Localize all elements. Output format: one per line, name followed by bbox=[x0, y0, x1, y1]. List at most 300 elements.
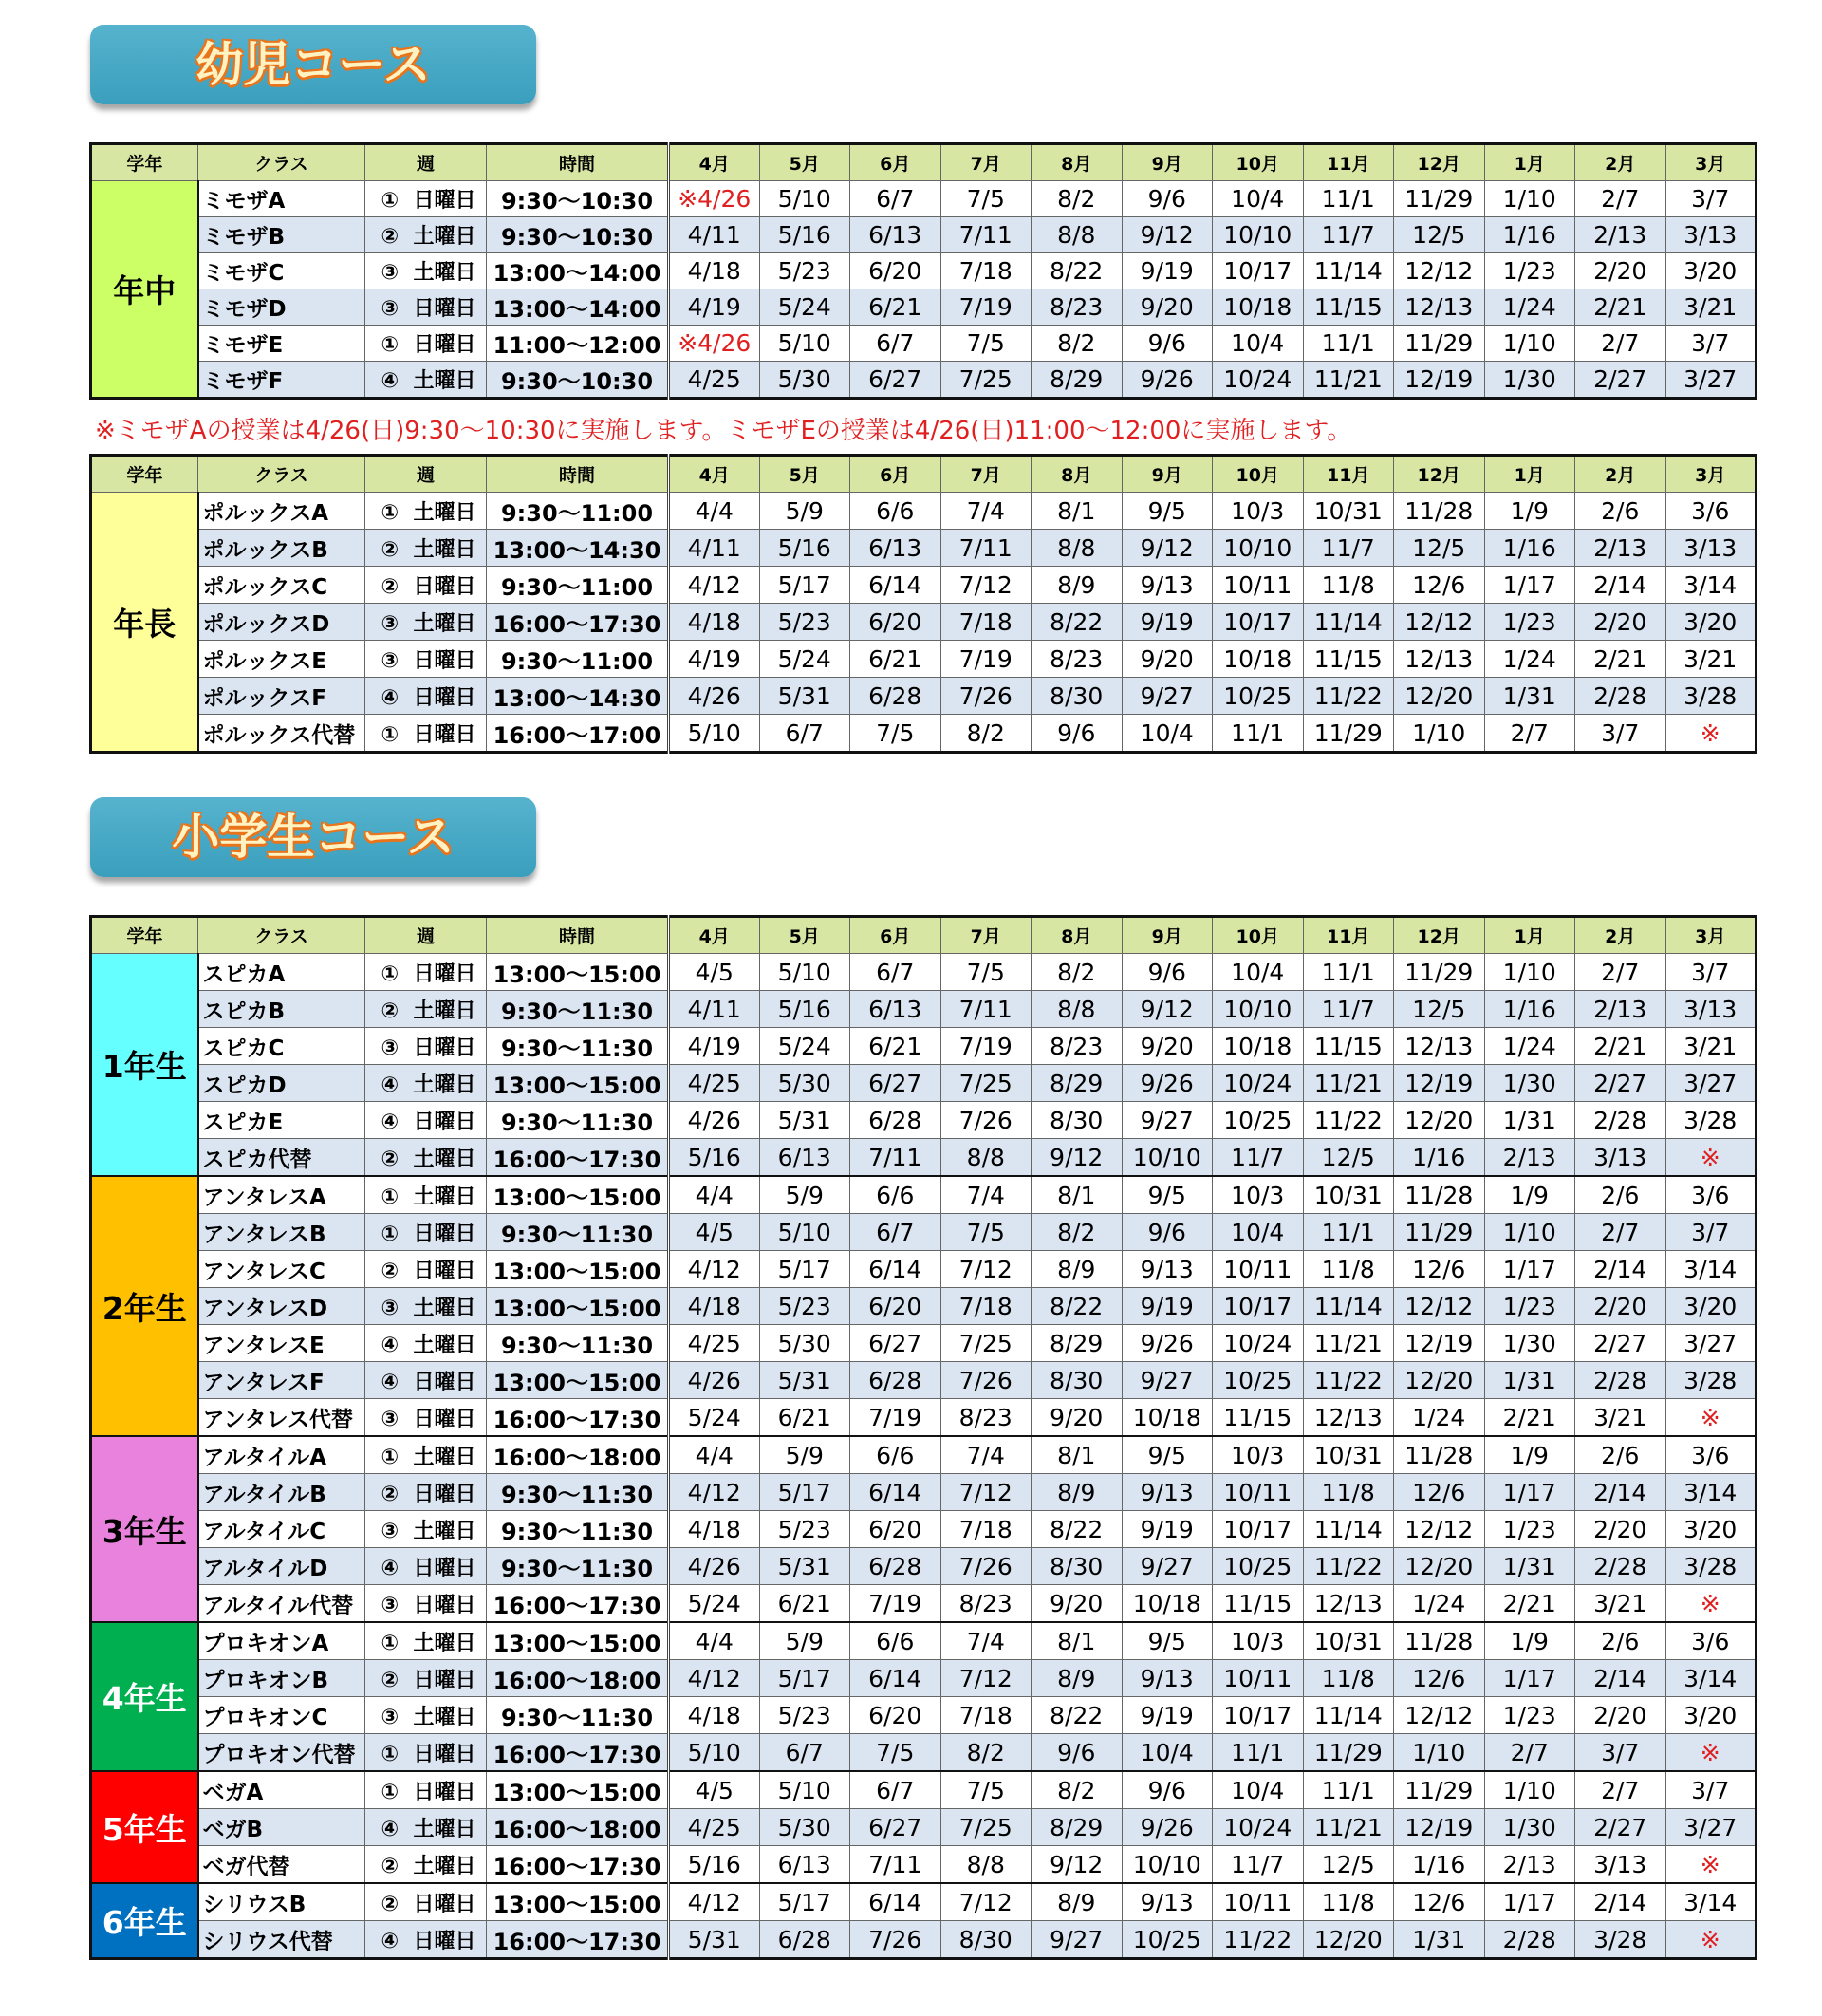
date-cell: 5/31 bbox=[759, 1548, 850, 1585]
date-cell: 2/20 bbox=[1575, 604, 1666, 641]
time-cell: 16:00～17:30 bbox=[487, 1139, 669, 1177]
date-cell: 1/10 bbox=[1484, 181, 1575, 217]
week-number: ③ bbox=[381, 1519, 400, 1543]
header-month: 10月 bbox=[1213, 917, 1304, 954]
date-cell: 1/17 bbox=[1484, 567, 1575, 604]
class-name-cell: アンタレスE bbox=[198, 1325, 365, 1362]
weekday-label: 日曜日 bbox=[413, 1110, 476, 1134]
date-cell: 12/6 bbox=[1394, 1883, 1485, 1921]
date-cell: 1/10 bbox=[1484, 1771, 1575, 1809]
time-cell: 16:00～18:00 bbox=[487, 1660, 669, 1697]
weekday-label: 土曜日 bbox=[413, 225, 476, 249]
date-cell: 2/21 bbox=[1575, 1028, 1666, 1065]
date-cell: 7/11 bbox=[940, 530, 1032, 567]
weekday-label: 日曜日 bbox=[413, 333, 476, 357]
week-number: ② bbox=[381, 1892, 400, 1916]
date-cell: 12/12 bbox=[1394, 1511, 1485, 1548]
week-number: ② bbox=[381, 1668, 400, 1692]
date-cell: 8/2 bbox=[1032, 326, 1123, 362]
date-cell: 7/11 bbox=[940, 991, 1032, 1028]
date-cell: 1/17 bbox=[1484, 1474, 1575, 1511]
week-day-cell bbox=[365, 991, 487, 1028]
date-cell: 6/28 bbox=[759, 1921, 850, 1959]
date-cell: 7/11 bbox=[940, 217, 1032, 253]
header-month: 7月 bbox=[940, 144, 1032, 181]
week-number: ④ bbox=[381, 1929, 400, 1953]
week-day-cell bbox=[365, 604, 487, 641]
date-cell: 8/1 bbox=[1032, 1622, 1123, 1660]
table-row bbox=[91, 362, 1757, 399]
date-cell: 6/21 bbox=[850, 289, 941, 326]
table-row bbox=[91, 326, 1757, 362]
date-cell: 11/21 bbox=[1303, 1809, 1394, 1846]
date-cell: 4/18 bbox=[669, 253, 760, 289]
date-cell: 4/5 bbox=[669, 1214, 760, 1251]
date-cell: 7/25 bbox=[940, 362, 1032, 399]
date-cell: ※ bbox=[1665, 1846, 1757, 1884]
week-number: ③ bbox=[381, 648, 400, 673]
date-cell: 7/26 bbox=[940, 1362, 1032, 1399]
table-row bbox=[91, 1251, 1757, 1288]
date-cell: 5/10 bbox=[759, 1214, 850, 1251]
date-cell: 7/19 bbox=[850, 1585, 941, 1623]
date-cell: 2/7 bbox=[1575, 1771, 1666, 1809]
week-day-cell bbox=[365, 1139, 487, 1177]
date-cell: 10/3 bbox=[1213, 1622, 1304, 1660]
date-cell: 8/9 bbox=[1032, 1251, 1123, 1288]
time-cell: 13:00～15:00 bbox=[487, 1065, 669, 1102]
date-cell: 4/26 bbox=[669, 1362, 760, 1399]
date-cell: 3/28 bbox=[1665, 1102, 1757, 1139]
date-cell: 1/23 bbox=[1484, 1697, 1575, 1734]
date-cell: 7/25 bbox=[940, 1809, 1032, 1846]
week-number: ① bbox=[381, 1631, 400, 1655]
week-number: ③ bbox=[381, 297, 400, 321]
date-cell: 11/28 bbox=[1394, 493, 1485, 530]
date-cell: 6/7 bbox=[850, 326, 941, 362]
date-cell: 1/31 bbox=[1484, 1102, 1575, 1139]
date-cell: 1/23 bbox=[1484, 1288, 1575, 1325]
class-name-cell: アンタレスB bbox=[198, 1214, 365, 1251]
table-row bbox=[91, 991, 1757, 1028]
date-cell: 9/19 bbox=[1122, 1288, 1213, 1325]
date-cell: 12/20 bbox=[1394, 1362, 1485, 1399]
date-cell: 10/4 bbox=[1122, 1734, 1213, 1772]
week-number: ④ bbox=[381, 1556, 400, 1580]
date-cell: 7/18 bbox=[940, 1511, 1032, 1548]
date-cell: 3/7 bbox=[1665, 326, 1757, 362]
week-day-cell bbox=[365, 1771, 487, 1809]
date-cell: 10/17 bbox=[1213, 1288, 1304, 1325]
date-cell: 10/4 bbox=[1213, 1214, 1304, 1251]
header-month: 5月 bbox=[759, 144, 850, 181]
table-row bbox=[91, 493, 1757, 530]
date-cell: 7/4 bbox=[940, 493, 1032, 530]
date-cell: 2/14 bbox=[1575, 567, 1666, 604]
week-number: ① bbox=[381, 961, 400, 986]
date-cell: 4/18 bbox=[669, 1511, 760, 1548]
date-cell: 1/24 bbox=[1484, 289, 1575, 326]
week-day-cell bbox=[365, 362, 487, 399]
weekday-label: 土曜日 bbox=[413, 500, 476, 525]
date-cell: 5/30 bbox=[759, 1065, 850, 1102]
date-cell: 5/10 bbox=[759, 954, 850, 991]
class-name-cell: アンタレスA bbox=[198, 1176, 365, 1214]
date-cell: 10/4 bbox=[1213, 1771, 1304, 1809]
date-cell: 7/19 bbox=[940, 1028, 1032, 1065]
week-day-cell bbox=[365, 567, 487, 604]
date-cell: 4/12 bbox=[669, 1883, 760, 1921]
date-cell: 6/13 bbox=[850, 991, 941, 1028]
date-cell: 8/8 bbox=[1032, 217, 1123, 253]
date-cell: 10/4 bbox=[1213, 954, 1304, 991]
date-cell: 11/28 bbox=[1394, 1436, 1485, 1474]
date-cell: 5/16 bbox=[759, 991, 850, 1028]
date-cell: 4/5 bbox=[669, 954, 760, 991]
date-cell: 8/23 bbox=[1032, 289, 1123, 326]
kindergarten-course-banner: 幼児コース bbox=[90, 25, 536, 104]
date-cell: 11/29 bbox=[1394, 1214, 1485, 1251]
class-name-cell: プロキオン代替 bbox=[198, 1734, 365, 1772]
date-cell: 11/14 bbox=[1303, 604, 1394, 641]
week-number: ② bbox=[381, 999, 400, 1023]
table-row bbox=[91, 1028, 1757, 1065]
date-cell: 4/19 bbox=[669, 1028, 760, 1065]
date-cell: 1/24 bbox=[1484, 641, 1575, 678]
week-day-cell bbox=[365, 641, 487, 678]
date-cell: 2/7 bbox=[1484, 1734, 1575, 1772]
week-day-cell bbox=[365, 1102, 487, 1139]
date-cell: 6/6 bbox=[850, 1436, 941, 1474]
date-cell: 2/28 bbox=[1484, 1921, 1575, 1959]
date-cell: 11/29 bbox=[1394, 954, 1485, 991]
header-month: 12月 bbox=[1394, 456, 1485, 493]
date-cell: 11/15 bbox=[1303, 641, 1394, 678]
week-number: ② bbox=[381, 1482, 400, 1506]
date-cell: 2/28 bbox=[1575, 1548, 1666, 1585]
date-cell: 2/6 bbox=[1575, 1622, 1666, 1660]
time-cell: 13:00～15:00 bbox=[487, 1176, 669, 1214]
date-cell: 7/19 bbox=[850, 1399, 941, 1437]
date-cell: 9/12 bbox=[1032, 1846, 1123, 1884]
weekday-label: 土曜日 bbox=[413, 1333, 476, 1357]
weekday-label: 土曜日 bbox=[413, 1854, 476, 1878]
date-cell: 4/18 bbox=[669, 1288, 760, 1325]
time-cell: 9:30～11:30 bbox=[487, 1028, 669, 1065]
date-cell: 11/22 bbox=[1303, 1362, 1394, 1399]
date-cell: 11/8 bbox=[1303, 1474, 1394, 1511]
date-cell: 3/21 bbox=[1575, 1399, 1666, 1437]
date-cell: 5/31 bbox=[759, 1362, 850, 1399]
date-cell: 2/7 bbox=[1575, 326, 1666, 362]
date-cell: 9/12 bbox=[1122, 530, 1213, 567]
time-cell: 16:00～17:30 bbox=[487, 1585, 669, 1623]
week-number: ① bbox=[381, 1222, 400, 1246]
date-cell: 6/7 bbox=[759, 1734, 850, 1772]
table-header-row bbox=[91, 456, 1757, 493]
header-month: 2月 bbox=[1575, 456, 1666, 493]
date-cell: 8/1 bbox=[1032, 1436, 1123, 1474]
weekday-label: 土曜日 bbox=[413, 611, 476, 636]
elementary-schedule-table bbox=[89, 915, 1757, 1960]
date-cell: 11/14 bbox=[1303, 253, 1394, 289]
date-cell: 11/22 bbox=[1303, 1102, 1394, 1139]
header-month: 6月 bbox=[850, 144, 941, 181]
date-cell: 9/13 bbox=[1122, 1660, 1213, 1697]
date-cell: 3/28 bbox=[1665, 1362, 1757, 1399]
date-cell: 3/27 bbox=[1665, 362, 1757, 399]
date-cell: 10/31 bbox=[1303, 1176, 1394, 1214]
week-number: ② bbox=[381, 1259, 400, 1283]
table-row bbox=[91, 1065, 1757, 1102]
table-header-row bbox=[91, 917, 1757, 954]
date-cell: 7/19 bbox=[940, 289, 1032, 326]
header-week: 週 bbox=[365, 144, 487, 181]
date-cell: 5/10 bbox=[669, 715, 760, 753]
date-cell: 11/7 bbox=[1303, 991, 1394, 1028]
date-cell: 8/23 bbox=[1032, 641, 1123, 678]
date-cell: 9/5 bbox=[1122, 493, 1213, 530]
date-cell: 3/28 bbox=[1665, 678, 1757, 715]
weekday-label: 土曜日 bbox=[413, 537, 476, 562]
week-day-cell bbox=[365, 181, 487, 217]
header-month: 1月 bbox=[1484, 917, 1575, 954]
week-number: ④ bbox=[381, 1817, 400, 1841]
date-cell: 11/15 bbox=[1213, 1585, 1304, 1623]
date-cell: 3/21 bbox=[1575, 1585, 1666, 1623]
header-month: 3月 bbox=[1665, 917, 1757, 954]
date-cell: 1/16 bbox=[1484, 530, 1575, 567]
date-cell: 8/23 bbox=[1032, 1028, 1123, 1065]
time-cell: 9:30～11:30 bbox=[487, 1548, 669, 1585]
date-cell: 10/11 bbox=[1213, 1251, 1304, 1288]
date-cell: 9/6 bbox=[1032, 715, 1123, 753]
class-name-cell: ミモザE bbox=[198, 326, 365, 362]
header-month: 5月 bbox=[759, 917, 850, 954]
header-month: 4月 bbox=[669, 456, 760, 493]
class-name-cell: スピカE bbox=[198, 1102, 365, 1139]
date-cell: 1/9 bbox=[1484, 493, 1575, 530]
date-cell: 3/7 bbox=[1665, 1771, 1757, 1809]
table-row bbox=[91, 1362, 1757, 1399]
date-cell: 11/15 bbox=[1303, 289, 1394, 326]
header-time: 時間 bbox=[487, 144, 669, 181]
header-month: 4月 bbox=[669, 917, 760, 954]
weekday-label: 土曜日 bbox=[413, 261, 476, 285]
weekday-label: 日曜日 bbox=[413, 1780, 476, 1804]
date-cell: 3/13 bbox=[1665, 991, 1757, 1028]
date-cell: 2/7 bbox=[1575, 181, 1666, 217]
class-name-cell: スピカB bbox=[198, 991, 365, 1028]
week-day-cell bbox=[365, 1883, 487, 1921]
date-cell: ※ bbox=[1665, 1585, 1757, 1623]
table-row bbox=[91, 181, 1757, 217]
date-cell: 3/13 bbox=[1665, 217, 1757, 253]
schedule-note: ※ミモザAの授業は4/26(日)9:30～10:30に実施します。ミモザEの授業は4/26(日)11:00～12:00に実施します。 bbox=[95, 417, 1352, 445]
date-cell: 11/29 bbox=[1394, 181, 1485, 217]
class-name-cell: ポルックス代替 bbox=[198, 715, 365, 753]
weekday-label: 日曜日 bbox=[413, 648, 476, 673]
date-cell: 9/27 bbox=[1122, 1548, 1213, 1585]
table-row bbox=[91, 715, 1757, 753]
date-cell: 9/13 bbox=[1122, 1883, 1213, 1921]
date-cell: 1/10 bbox=[1394, 1734, 1485, 1772]
date-cell: 3/6 bbox=[1665, 493, 1757, 530]
date-cell: 10/10 bbox=[1213, 217, 1304, 253]
week-number: ④ bbox=[381, 1333, 400, 1357]
date-cell: 8/22 bbox=[1032, 1697, 1123, 1734]
date-cell: 9/6 bbox=[1122, 954, 1213, 991]
class-name-cell: ポルックスA bbox=[198, 493, 365, 530]
header-month: 2月 bbox=[1575, 917, 1666, 954]
date-cell: 10/11 bbox=[1213, 567, 1304, 604]
week-number: ① bbox=[381, 189, 400, 213]
grade-cell: 2年生 bbox=[91, 1176, 198, 1436]
time-cell: 16:00～17:30 bbox=[487, 604, 669, 641]
date-cell: 7/19 bbox=[940, 641, 1032, 678]
date-cell: 11/1 bbox=[1303, 1214, 1394, 1251]
weekday-label: 土曜日 bbox=[413, 1817, 476, 1841]
week-day-cell bbox=[365, 1214, 487, 1251]
date-cell: 7/25 bbox=[940, 1325, 1032, 1362]
date-cell: 1/17 bbox=[1484, 1251, 1575, 1288]
weekday-label: 土曜日 bbox=[413, 999, 476, 1023]
date-cell: 3/7 bbox=[1665, 954, 1757, 991]
date-cell: 2/6 bbox=[1575, 1436, 1666, 1474]
table-row bbox=[91, 217, 1757, 253]
header-month: 9月 bbox=[1122, 144, 1213, 181]
date-cell: 12/5 bbox=[1303, 1139, 1394, 1177]
date-cell: 12/5 bbox=[1303, 1846, 1394, 1884]
table-row bbox=[91, 253, 1757, 289]
date-cell: 7/12 bbox=[940, 1883, 1032, 1921]
date-cell: 9/13 bbox=[1122, 567, 1213, 604]
date-cell: 1/16 bbox=[1394, 1139, 1485, 1177]
week-number: ③ bbox=[381, 611, 400, 636]
date-cell: 6/28 bbox=[850, 1102, 941, 1139]
date-cell: 12/6 bbox=[1394, 567, 1485, 604]
date-cell: 2/28 bbox=[1575, 678, 1666, 715]
date-cell: 3/27 bbox=[1665, 1325, 1757, 1362]
date-cell: 6/6 bbox=[850, 493, 941, 530]
header-month: 1月 bbox=[1484, 144, 1575, 181]
date-cell: 10/11 bbox=[1213, 1474, 1304, 1511]
date-cell: 10/24 bbox=[1213, 1325, 1304, 1362]
date-cell: 4/18 bbox=[669, 604, 760, 641]
date-cell: 5/31 bbox=[669, 1921, 760, 1959]
date-cell: 11/7 bbox=[1213, 1139, 1304, 1177]
week-day-cell bbox=[365, 289, 487, 326]
date-cell: 8/9 bbox=[1032, 567, 1123, 604]
date-cell: 12/13 bbox=[1394, 289, 1485, 326]
date-cell: 1/10 bbox=[1484, 1214, 1575, 1251]
date-cell: 10/4 bbox=[1122, 715, 1213, 753]
date-cell: 12/19 bbox=[1394, 1809, 1485, 1846]
header-month: 9月 bbox=[1122, 917, 1213, 954]
grade-cell: 3年生 bbox=[91, 1436, 198, 1622]
date-cell: 2/21 bbox=[1484, 1585, 1575, 1623]
class-name-cell: スピカD bbox=[198, 1065, 365, 1102]
date-cell: 8/8 bbox=[940, 1139, 1032, 1177]
date-cell: 10/31 bbox=[1303, 1436, 1394, 1474]
week-number: ④ bbox=[381, 1073, 400, 1097]
date-cell: 6/14 bbox=[850, 1883, 941, 1921]
weekday-label: 日曜日 bbox=[413, 189, 476, 213]
header-month: 11月 bbox=[1303, 917, 1394, 954]
table-row bbox=[91, 604, 1757, 641]
date-cell: 6/28 bbox=[850, 1548, 941, 1585]
date-cell: 6/13 bbox=[759, 1139, 850, 1177]
date-cell: 10/10 bbox=[1213, 530, 1304, 567]
week-day-cell bbox=[365, 217, 487, 253]
time-cell: 13:00～15:00 bbox=[487, 1288, 669, 1325]
date-cell: 11/22 bbox=[1303, 678, 1394, 715]
date-cell: 8/9 bbox=[1032, 1883, 1123, 1921]
table-row bbox=[91, 678, 1757, 715]
date-cell: 2/14 bbox=[1575, 1660, 1666, 1697]
date-cell: 3/20 bbox=[1665, 1697, 1757, 1734]
week-number: ② bbox=[381, 1147, 400, 1171]
date-cell: 2/20 bbox=[1575, 253, 1666, 289]
class-name-cell: ベガ代替 bbox=[198, 1846, 365, 1884]
date-cell: 12/19 bbox=[1394, 1325, 1485, 1362]
weekday-label: 日曜日 bbox=[413, 1036, 476, 1060]
date-cell: 6/21 bbox=[759, 1399, 850, 1437]
grade-cell: 年長 bbox=[91, 493, 198, 753]
date-cell: 8/22 bbox=[1032, 253, 1123, 289]
date-cell: 5/24 bbox=[759, 1028, 850, 1065]
date-cell: 1/9 bbox=[1484, 1176, 1575, 1214]
date-cell: 5/24 bbox=[759, 289, 850, 326]
week-number: ④ bbox=[381, 685, 400, 710]
date-cell: 2/13 bbox=[1575, 991, 1666, 1028]
grade-cell: 4年生 bbox=[91, 1622, 198, 1771]
date-cell: 2/20 bbox=[1575, 1697, 1666, 1734]
table-row bbox=[91, 1548, 1757, 1585]
date-cell: 12/20 bbox=[1394, 1102, 1485, 1139]
week-number: ③ bbox=[381, 1036, 400, 1060]
date-cell: 12/20 bbox=[1303, 1921, 1394, 1959]
week-day-cell bbox=[365, 678, 487, 715]
date-cell: 2/21 bbox=[1484, 1399, 1575, 1437]
date-cell: 9/6 bbox=[1122, 181, 1213, 217]
date-cell: 4/25 bbox=[669, 1065, 760, 1102]
date-cell: 3/20 bbox=[1665, 1511, 1757, 1548]
date-cell: 5/24 bbox=[669, 1399, 760, 1437]
date-cell: 11/8 bbox=[1303, 1660, 1394, 1697]
weekday-label: 日曜日 bbox=[413, 1482, 476, 1506]
date-cell: 11/21 bbox=[1303, 362, 1394, 399]
date-cell: ※4/26 bbox=[669, 181, 760, 217]
time-cell: 9:30～11:30 bbox=[487, 1511, 669, 1548]
class-name-cell: シリウスB bbox=[198, 1883, 365, 1921]
header-month: 8月 bbox=[1032, 144, 1123, 181]
class-name-cell: ベガA bbox=[198, 1771, 365, 1809]
date-cell: 1/17 bbox=[1484, 1660, 1575, 1697]
date-cell: ※4/26 bbox=[669, 326, 760, 362]
date-cell: 2/14 bbox=[1575, 1883, 1666, 1921]
week-number: ① bbox=[381, 1780, 400, 1804]
class-name-cell: アルタイルA bbox=[198, 1436, 365, 1474]
date-cell: 7/11 bbox=[850, 1139, 941, 1177]
date-cell: 10/18 bbox=[1213, 641, 1304, 678]
date-cell: 1/31 bbox=[1484, 1362, 1575, 1399]
weekday-label: 日曜日 bbox=[413, 1668, 476, 1692]
week-day-cell bbox=[365, 1251, 487, 1288]
date-cell: 2/14 bbox=[1575, 1474, 1666, 1511]
table-row bbox=[91, 1474, 1757, 1511]
date-cell: 8/1 bbox=[1032, 493, 1123, 530]
